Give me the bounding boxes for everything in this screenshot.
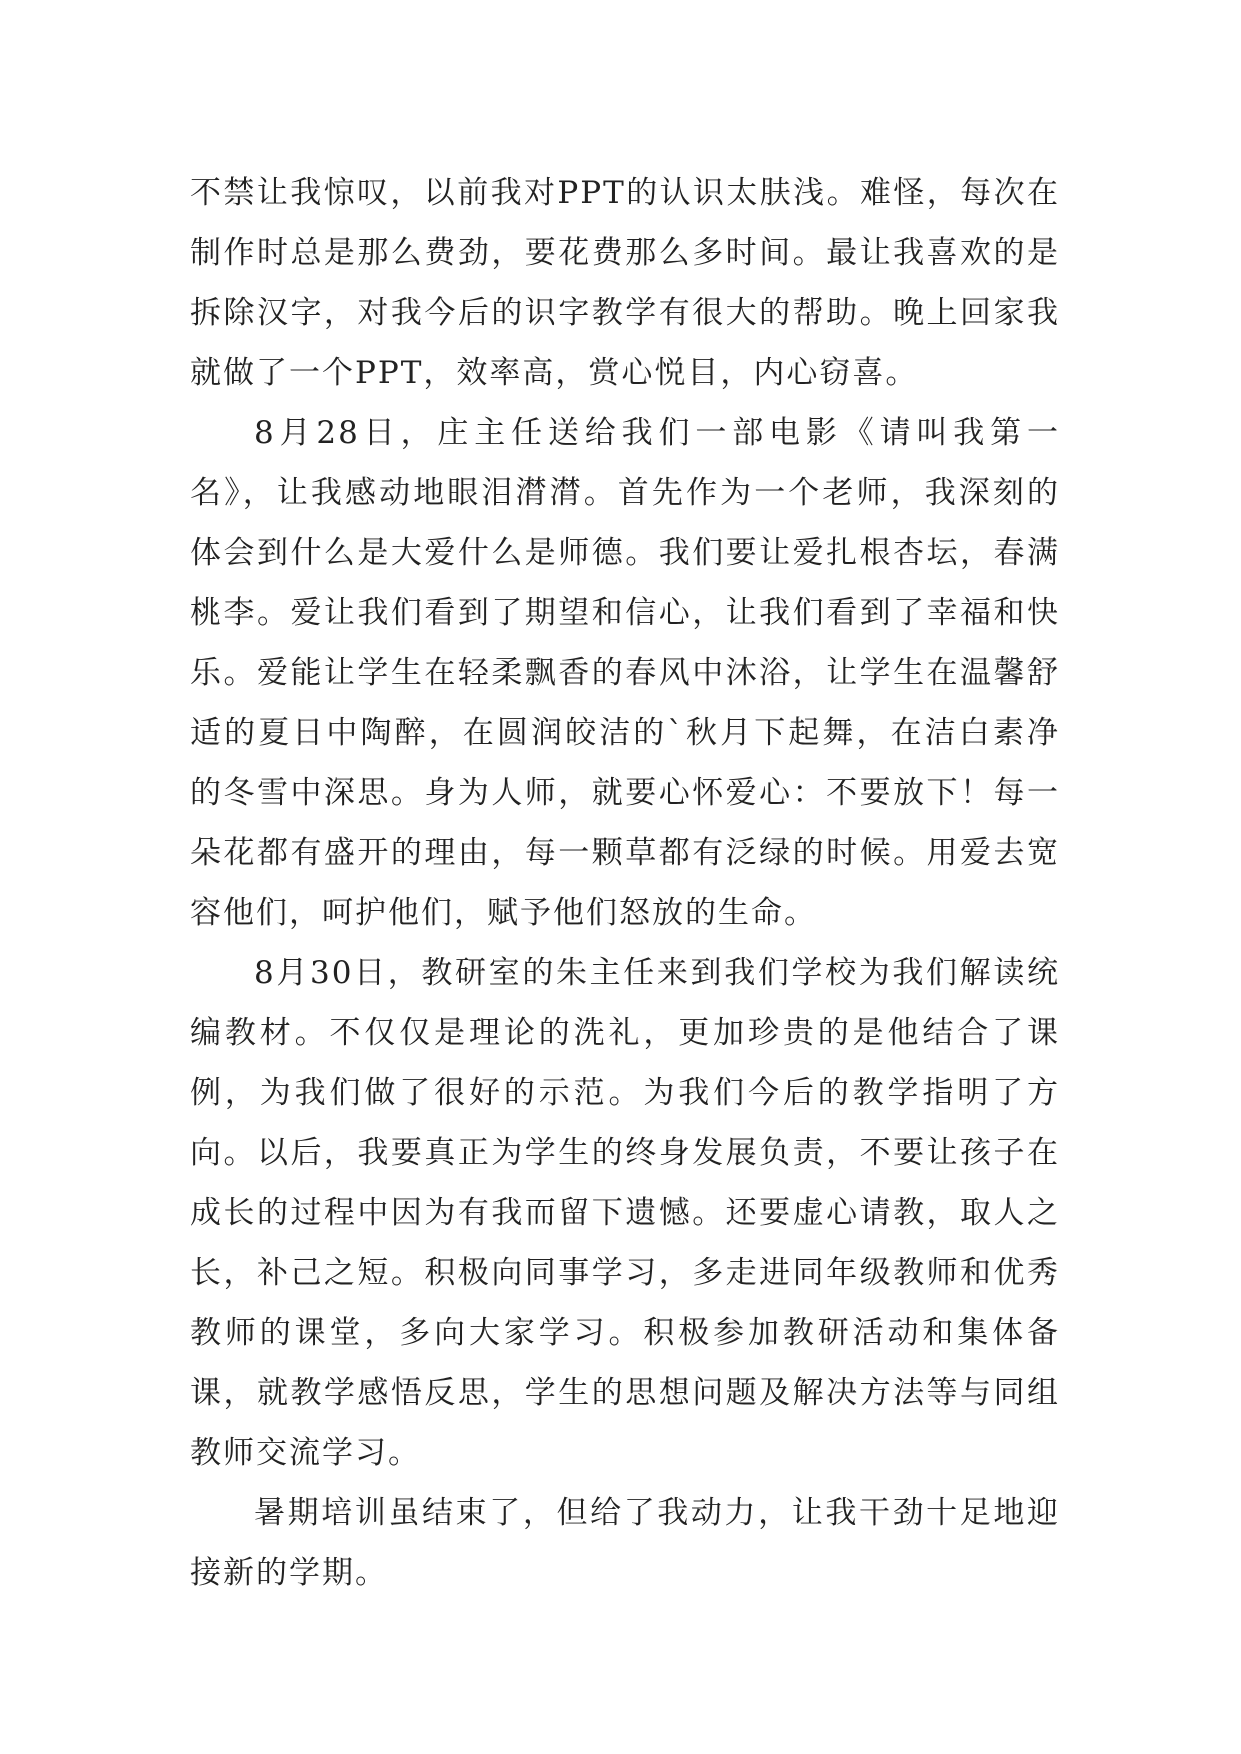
paragraph-textbook-training: 8月30日，教研室的朱主任来到我们学校为我们解读统编教材。不仅仅是理论的洗礼，更加珍贵的是他结合了课例，为我们做了很好的示范。为我们今后的教学指明了方向。以后，我要真正为学生的终身发展负责，不要让孩子在成长的过程中因为有我而留下遗憾。还要虚心请教，取人之长，补己之短。积极向同事学习，多走进同年级教师和优秀教师的课堂，多向大家学习。积极参加教研活动和集体备课，就教学感悟反思，学生的思想问题及解决方法等与同组教师交流学习。	[190, 955, 1060, 1471]
paragraph-movie-reflection: 8月28日，庄主任送给我们一部电影《请叫我第一名》，让我感动地眼泪潸潸。首先作为一个老师，我深刻的体会到什么是大爱什么是师德。我们要让爱扎根杏坛，春满桃李。爱让我们看到了期望和信心，让我们看到了幸福和快乐。爱能让学生在轻柔飘香的春风中沐浴，让学生在温馨舒适的夏日中陶醉，在圆润皎洁的`秋月下起舞，在洁白素净的冬雪中深思。身为人师，就要心怀爱心：不要放下！每一朵花都有盛开的理由，每一颗草都有泛绿的时候。用爱去宽容他们，呵护他们，赋予他们怒放的生命。	[190, 415, 1060, 931]
paragraph-ppt-reflection: 不禁让我惊叹，以前我对PPT的认识太肤浅。难怪，每次在制作时总是那么费劲，要花费那么多时间。最让我喜欢的是拆除汉字，对我今后的识字教学有很大的帮助。晚上回家我就做了一个PPT，效率高，赏心悦目，内心窃喜。	[190, 175, 1060, 391]
paragraph-conclusion: 暑期培训虽结束了，但给了我动力，让我干劲十足地迎接新的学期。	[190, 1495, 1060, 1591]
document-body	[190, 163, 1060, 1603]
